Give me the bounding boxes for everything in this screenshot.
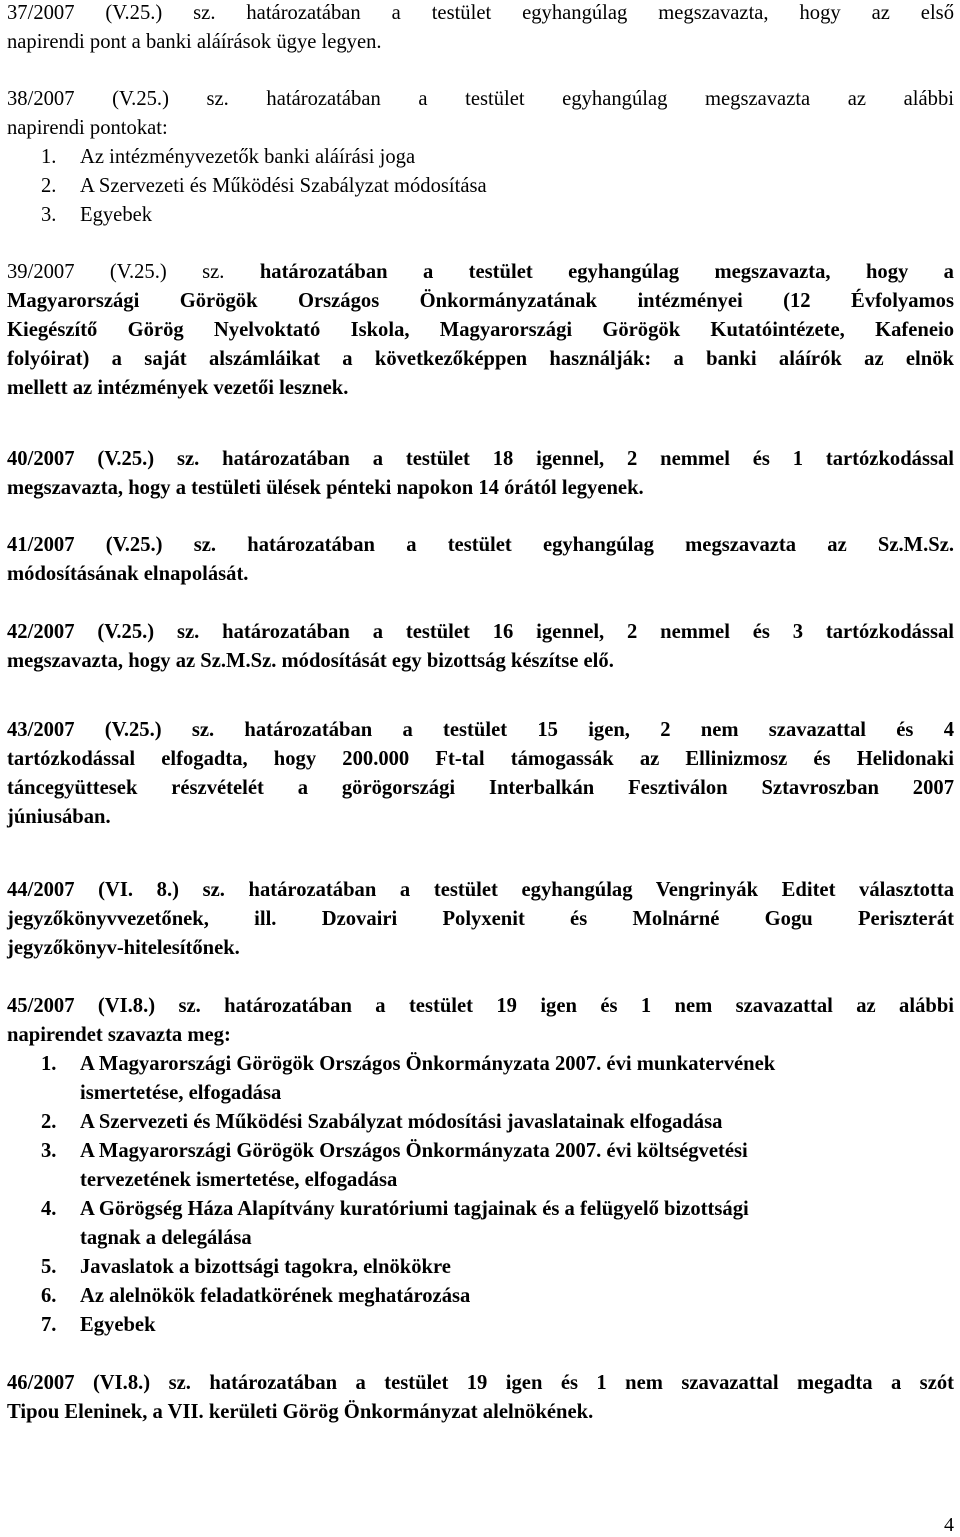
resolution-38 (7, 85, 954, 230)
resolution-46 (7, 1369, 954, 1427)
resolution-45 (7, 992, 954, 1340)
resolution-39-line-5: mellett az intézmények vezetői lesznek. (7, 377, 349, 399)
list-item-number: 7. (41, 1314, 57, 1336)
list-item (7, 1195, 954, 1253)
list-item-number: 6. (41, 1285, 57, 1307)
resolution-38-agenda-list (7, 143, 954, 230)
resolution-46-line-2: Tipou Eleninek, a VII. kerületi Görög Önkormányzat alelnökének. (7, 1401, 594, 1423)
resolution-43 (7, 716, 954, 832)
list-item (7, 1050, 954, 1108)
resolution-44 (7, 876, 954, 963)
resolution-42-line-1: 42/2007 (V.25.) sz. határozatában a testület 16 igennel, 2 nemmel és 3 tartózkodással (7, 621, 954, 643)
resolution-37-line-2: napirendi pont a banki aláírások ügye legyen. (7, 31, 382, 53)
resolution-39-line-3: Kiegészítő Görög Nyelvoktató Iskola, Magyarországi Görögök Kutatóintézete, Kafeneio (7, 319, 954, 341)
list-item (7, 1137, 954, 1195)
resolution-44-line-2: jegyzőkönyvvezetőnek, ill. Dzovairi Polyxenit és Molnárné Gogu Periszterát (7, 908, 954, 930)
list-item-number: 1. (41, 1053, 57, 1075)
resolution-45-line-2: napirendet szavazta meg: (7, 1024, 231, 1046)
list-item-number: 3. (41, 1140, 57, 1162)
resolution-40-line-2: megszavazta, hogy a testületi ülések pénteki napokon 14 órától legyenek. (7, 477, 644, 499)
resolution-43-line-1: 43/2007 (V.25.) sz. határozatában a testület 15 igen, 2 nem szavazattal és 4 (7, 719, 954, 741)
resolution-44-line-1: 44/2007 (VI. 8.) sz. határozatában a testület egyhangúlag Vengrinyák Editet választotta (7, 879, 954, 901)
list-item-text: A Magyarországi Görögök Országos Önkormányzata 2007. évi munkatervének (80, 1053, 776, 1075)
list-item-text-cont: tervezetének ismertetése, elfogadása (80, 1169, 398, 1191)
resolution-44-line-3: jegyzőkönyv-hitelesítőnek. (7, 937, 240, 959)
list-item (7, 201, 954, 230)
list-item-text: A Görögség Háza Alapítvány kuratóriumi tagjainak és a felügyelő bizottsági (80, 1198, 749, 1220)
resolution-40-line-1: 40/2007 (V.25.) sz. határozatában a testület 18 igennel, 2 nemmel és 1 tartózkodással (7, 448, 954, 470)
list-item-text: A Magyarországi Görögök Országos Önkormányzata 2007. évi költségvetési (80, 1140, 748, 1162)
resolution-39-line-4: folyóirat) a saját alszámláikat a következőképpen használják: a banki aláírók az elnök (7, 348, 954, 370)
list-item (7, 1282, 954, 1311)
list-item-text: Egyebek (80, 204, 153, 226)
list-item (7, 1311, 954, 1340)
resolution-41 (7, 531, 954, 589)
list-item-text-cont: tagnak a delegálása (80, 1227, 252, 1249)
list-item (7, 143, 954, 172)
resolution-45-line-1: 45/2007 (VI.8.) sz. határozatában a testület 19 igen és 1 nem szavazattal az alábbi (7, 995, 954, 1017)
resolution-39-line-1-text: határozatában a testület egyhangúlag megszavazta, hogy a (259, 261, 954, 283)
resolution-38-line-1: 38/2007 (V.25.) sz. határozatában a testület egyhangúlag megszavazta az alábbi (7, 88, 954, 110)
resolution-45-agenda-list (7, 1050, 954, 1340)
resolution-39 (7, 258, 954, 403)
list-item-text: A Szervezeti és Működési Szabályzat módosítási javaslatainak elfogadása (80, 1111, 723, 1133)
resolution-43-line-2: tartózkodással elfogadta, hogy 200.000 Ft-tal támogassák az Ellinizmosz és Helidonaki (7, 748, 954, 770)
list-item (7, 1253, 954, 1282)
resolution-41-line-1: 41/2007 (V.25.) sz. határozatában a testület egyhangúlag megszavazta az Sz.M.Sz. (7, 534, 954, 556)
page-number: 4 (944, 1514, 954, 1536)
list-item-number: 3. (41, 204, 57, 226)
list-item-text-cont: ismertetése, elfogadása (80, 1082, 282, 1104)
list-item-number: 1. (41, 146, 57, 168)
list-item-text: Az intézményvezetők banki aláírási joga (80, 146, 416, 168)
resolution-46-line-1: 46/2007 (VI.8.) sz. határozatában a testület 19 igen és 1 nem szavazattal megadta a szót (7, 1372, 954, 1394)
resolution-38-line-2: napirendi pontokat: (7, 117, 168, 139)
list-item-number: 4. (41, 1198, 57, 1220)
list-item-text: Javaslatok a bizottsági tagokra, elnökökre (80, 1256, 451, 1278)
list-item-text: Egyebek (80, 1314, 156, 1336)
resolution-37 (7, 0, 954, 57)
resolution-41-line-2: módosításának elnapolását. (7, 563, 249, 585)
resolution-39-line-2: Magyarországi Görögök Országos Önkormányzatának intézményei (12 Évfolyamos (7, 290, 954, 312)
list-item (7, 172, 954, 201)
list-item (7, 1108, 954, 1137)
list-item-number: 2. (41, 1111, 57, 1133)
resolution-43-line-4: júniusában. (7, 806, 111, 828)
list-item-number: 5. (41, 1256, 57, 1278)
list-item-text: A Szervezeti és Működési Szabályzat módosítása (80, 175, 487, 197)
resolution-42-line-2: megszavazta, hogy az Sz.M.Sz. módosítását egy bizottság készítse elő. (7, 650, 614, 672)
resolution-43-line-3: táncegyüttesek részvételét a görögországi Interbalkán Fesztiválon Sztavroszban 2007 (7, 777, 954, 799)
resolution-37-line-1: 37/2007 (V.25.) sz. határozatában a testület egyhangúlag megszavazta, hogy az első (7, 2, 954, 24)
list-item-text: Az alelnökök feladatkörének meghatározása (80, 1285, 471, 1307)
resolution-40 (7, 445, 954, 503)
resolution-39-lead: 39/2007 (V.25.) sz. (7, 261, 225, 283)
resolution-42 (7, 618, 954, 676)
list-item-number: 2. (41, 175, 57, 197)
resolution-39-line-1 (7, 258, 954, 287)
